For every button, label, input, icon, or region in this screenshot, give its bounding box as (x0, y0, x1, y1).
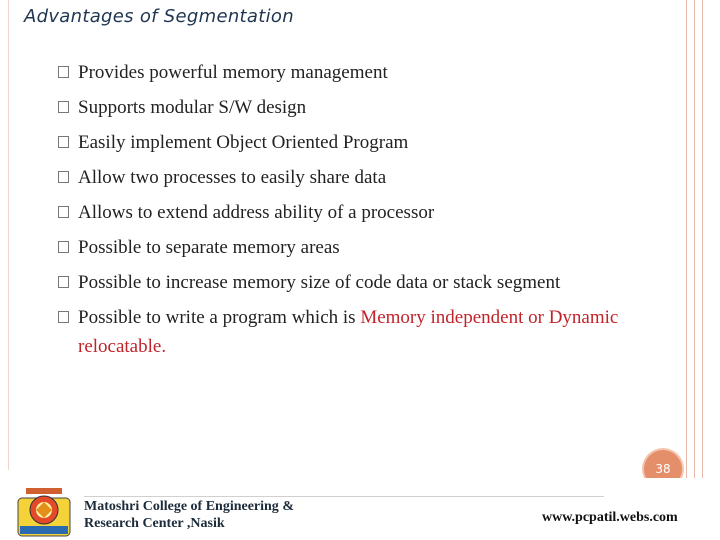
checkbox-bullet-icon (58, 171, 69, 183)
bullet-text: Possible to increase memory size of code data or stack segment (78, 272, 561, 293)
slide-title: Advantages of Segmentation (24, 6, 294, 27)
bullet-text: Easily implement Object Oriented Program (78, 132, 409, 153)
checkbox-bullet-icon (58, 101, 69, 113)
college-name-line-1: Matoshri College of Engineering & (84, 499, 294, 514)
bullet-item (58, 198, 658, 227)
website-url: www.pcpatil.webs.com (542, 510, 678, 525)
bullet-item (58, 128, 658, 157)
college-logo-icon (14, 484, 74, 538)
bullet-text: Possible to separate memory areas (78, 237, 340, 258)
bullet-highlight-text: Memory independent or Dynamic relocatable. (78, 307, 619, 357)
left-border-line (8, 0, 9, 470)
checkbox-bullet-icon (58, 276, 69, 288)
bullet-text: Allows to extend address ability of a processor (78, 202, 435, 223)
bullet-text: Allow two processes to easily share data (78, 167, 387, 188)
bullet-item (58, 268, 658, 297)
bullet-item (58, 233, 658, 262)
right-border-line-1 (686, 0, 687, 520)
college-name (84, 498, 294, 532)
footer-divider (84, 496, 604, 497)
checkbox-bullet-icon (58, 206, 69, 218)
bullet-text: Supports modular S/W design (78, 97, 307, 118)
right-border-line-3 (702, 0, 703, 520)
checkbox-bullet-icon (58, 66, 69, 78)
bullet-list (58, 58, 658, 367)
bullet-text: Provides powerful memory management (78, 62, 388, 83)
right-border-line-2 (694, 0, 695, 520)
bullet-text: Possible to write a program which is (78, 307, 361, 328)
college-name-line-2: Research Center ,Nasik (84, 516, 225, 531)
bullet-item (58, 303, 658, 361)
checkbox-bullet-icon (58, 241, 69, 253)
checkbox-bullet-icon (58, 136, 69, 148)
bullet-item (58, 163, 658, 192)
checkbox-bullet-icon (58, 311, 69, 323)
page-number-badge: 38 (644, 450, 682, 488)
bullet-item (58, 58, 658, 87)
bullet-item (58, 93, 658, 122)
